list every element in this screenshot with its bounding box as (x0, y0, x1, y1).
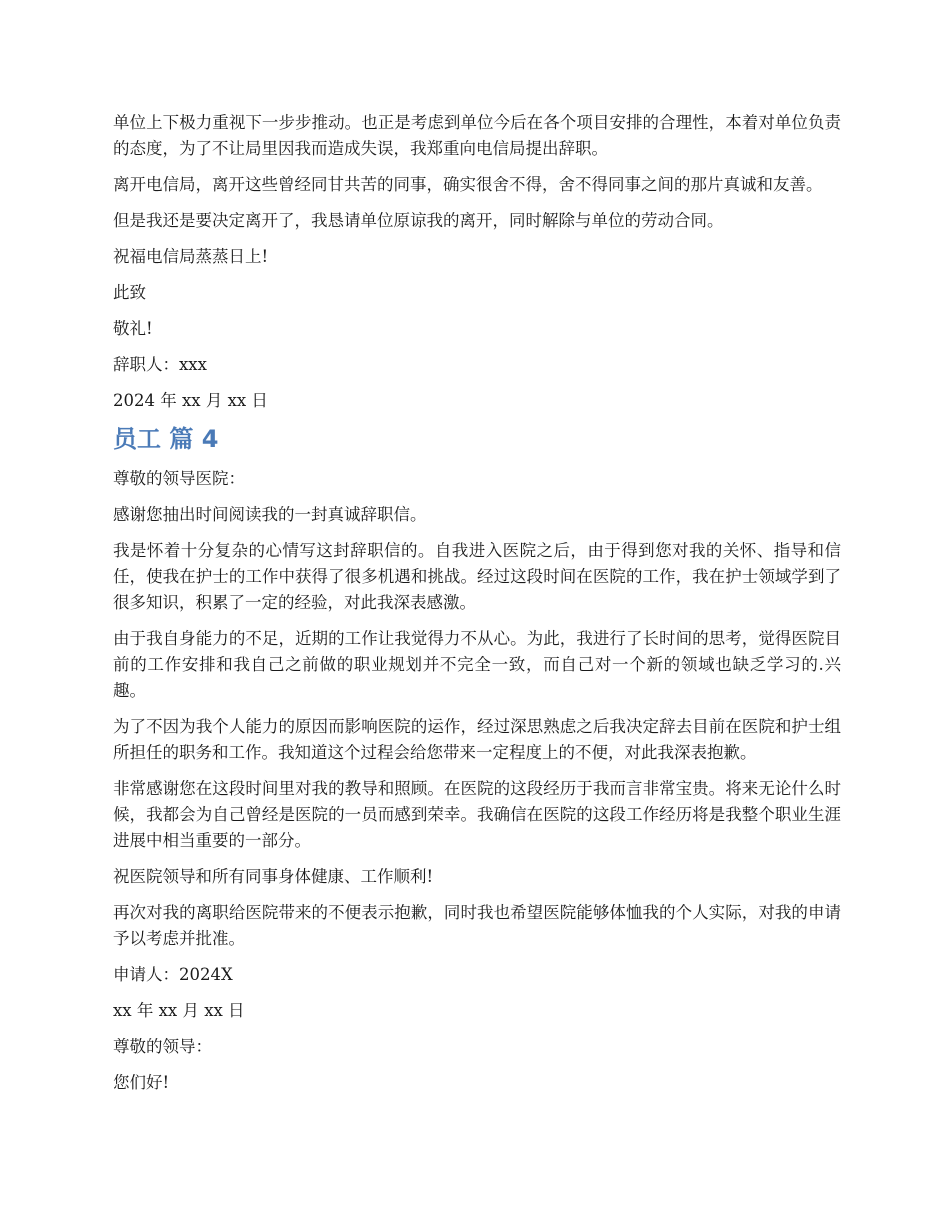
paragraph-3: 但是我还是要决定离开了，我恳请单位原谅我的离开，同时解除与单位的劳动合同。 (113, 211, 724, 230)
paragraph-9: 由于我自身能力的不足，近期的工作让我觉得力不从心。为此，我进行了长时间的思考，觉得医院目前的工作安排和我自己之前做的职业规划并不完全一致，而自己对一个新的领域也缺乏学习的.兴趣。 (113, 629, 841, 700)
signature-line: 辞职人：xxx (113, 355, 207, 374)
salutation: 尊敬的领导医院： (113, 469, 245, 488)
paragraph-4: 祝福电信局蒸蒸日上! (113, 247, 269, 266)
paragraph-12: 祝医院领导和所有同事身体健康、工作顺利! (113, 867, 434, 886)
paragraph-1: 单位上下极力重视下一步步推动。也正是考虑到单位今后在各个项目安排的合理性，本着对单位负责的态度，为了不让局里因我而造成失误，我郑重向电信局提出辞职。 (113, 113, 841, 158)
paragraph-13: 再次对我的离职给医院带来的不便表示抱歉，同时我也希望医院能够体恤我的个人实际，对我的申请予以考虑并批准。 (113, 903, 841, 948)
paragraph-2: 离开电信局，离开这些曾经同甘共苦的同事，确实很舍不得，舍不得同事之间的那片真诚和友善。 (113, 175, 823, 194)
paragraph-11: 非常感谢您在这段时间里对我的教导和照顾。在医院的这段经历于我而言非常宝贵。将来无论什么时候，我都会为自己曾经是医院的一员而感到荣幸。我确信在医院的这段工作经历将是我整个职业生涯进展中相当重要的一部分。 (113, 779, 841, 850)
salutation-2: 尊敬的领导： (113, 1037, 212, 1056)
paragraph-5: 此致 (113, 283, 146, 302)
paragraph-7: 感谢您抽出时间阅读我的一封真诚辞职信。 (113, 505, 427, 524)
greeting: 您们好! (113, 1073, 170, 1092)
paragraph-6: 敬礼! (113, 319, 153, 338)
date-line-2: xx 年 xx 月 xx 日 (113, 1001, 245, 1020)
applicant-line: 申请人：2024X (113, 965, 233, 984)
document-body (113, 110, 841, 1106)
section-heading: 员工 篇 4 (113, 425, 219, 453)
date-line: 2024 年 xx 月 xx 日 (113, 391, 268, 410)
paragraph-8: 我是怀着十分复杂的心情写这封辞职信的。自我进入医院之后，由于得到您对我的关怀、指导和信任，使我在护士的工作中获得了很多机遇和挑战。经过这段时间在医院的工作，我在护士领域学到了很多知识，积累了一定的经验，对此我深表感激。 (113, 541, 841, 612)
paragraph-10: 为了不因为我个人能力的原因而影响医院的运作，经过深思熟虑之后我决定辞去目前在医院和护士组所担任的职务和工作。我知道这个过程会给您带来一定程度上的不便，对此我深表抱歉。 (113, 717, 841, 762)
